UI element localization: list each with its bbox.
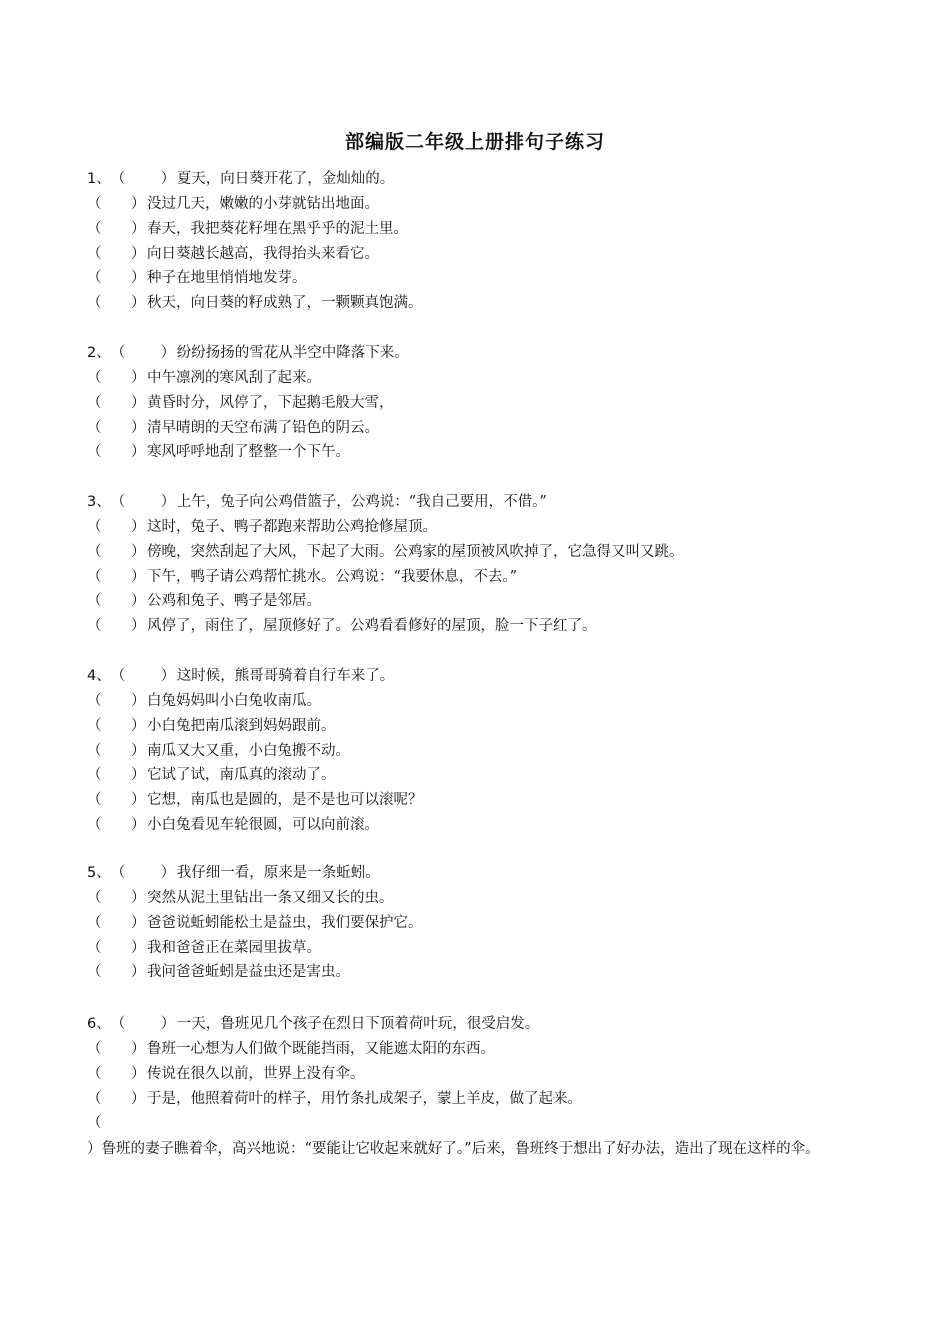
blank-open-paren: （: [87, 419, 102, 436]
blank-close-paren: ）: [131, 717, 146, 734]
sentence-line: [87, 716, 336, 736]
sentence-text: 传说在很久以前，世界上没有伞。: [147, 1065, 365, 1082]
blank-open-paren: （: [87, 889, 102, 906]
sentence-text: 这时候，熊哥哥骑着自行车来了。: [176, 668, 395, 684]
sentence-text: 公鸡和兔子、鸭子是邻居。: [147, 593, 321, 610]
blank-open-paren: （: [87, 518, 102, 535]
blank-close-paren: ）: [131, 543, 146, 560]
blank-close-paren: ）: [131, 444, 146, 461]
blank-close-paren: ）: [131, 518, 146, 535]
sentence-text: 于是，他照着荷叶的样子，用竹条扎成架子，蒙上羊皮，做了起来。: [147, 1090, 582, 1107]
sentence-line: [87, 765, 336, 785]
sentence-text: 夏天，向日葵开花了，金灿灿的。: [176, 171, 395, 187]
blank-open-paren: （: [87, 767, 102, 784]
sentence-text: 种子在地里悄悄地发芽。: [147, 270, 307, 287]
blank-close-paren: ）: [131, 369, 146, 386]
blank-open-paren: （: [87, 964, 102, 981]
sentence-line: [87, 442, 350, 462]
blank-open-paren: （: [87, 593, 102, 610]
sentence-text: 突然从泥土里钻出一条又细又长的虫。: [147, 889, 394, 906]
sentence-text: 寒风呼呼地刮了整整一个下午。: [147, 444, 350, 461]
sentence-line: [87, 691, 321, 711]
blank-open-paren: （: [87, 543, 102, 560]
blank-close-paren: ）: [131, 593, 146, 610]
sentence-text: 一天，鲁班见几个孩子在烈日下顶着荷叶玩，很受启发。: [176, 1016, 540, 1032]
blank-open-paren: （: [110, 494, 126, 510]
blank-close-paren: ）: [131, 245, 146, 262]
sentence-line: [87, 616, 597, 636]
sentence-line: [87, 268, 307, 288]
sentence-line: [87, 913, 423, 933]
blank-open-paren: （: [87, 220, 102, 237]
blank-close-paren: ）: [131, 1065, 146, 1082]
question-number: 5、: [87, 865, 111, 881]
blank-close-paren: ）: [160, 345, 176, 361]
sentence-line: [87, 962, 350, 982]
page-title: 部编版二年级上册排句子练习: [344, 131, 605, 153]
blank-close-paren: ）: [131, 692, 146, 709]
sentence-text: 小白兔把南瓜滚到妈妈跟前。: [147, 717, 336, 734]
sentence-text: 它想，南瓜也是圆的，是不是也可以滚呢？: [147, 792, 423, 809]
blank-close-paren: ）: [131, 742, 146, 759]
blank-close-paren: ）: [87, 1141, 102, 1158]
blank-open-paren: （: [87, 394, 102, 411]
blank-open-paren: （: [87, 717, 102, 734]
blank-open-paren: （: [87, 618, 102, 635]
blank-open-paren: （: [87, 939, 102, 956]
blank-close-paren: ）: [131, 295, 146, 312]
sentence-line: [87, 1014, 539, 1034]
sentence-line: [87, 393, 394, 413]
blank-close-paren: ）: [131, 939, 146, 956]
blank-open-paren: （: [87, 692, 102, 709]
blank-open-paren: （: [110, 171, 126, 187]
blank-close-paren: ）: [131, 792, 146, 809]
sentence-line: [87, 938, 321, 958]
blank-close-paren: ）: [131, 817, 146, 834]
blank-close-paren: ）: [160, 865, 176, 881]
sentence-line: [87, 1064, 365, 1084]
blank-close-paren: ）: [131, 419, 146, 436]
sentence-line: [87, 219, 408, 239]
sentence-line: [87, 1039, 495, 1059]
blank-open-paren: （: [110, 345, 126, 361]
blank-close-paren: ）: [131, 889, 146, 906]
blank-close-paren: ）: [131, 1090, 146, 1107]
blank-close-paren: ）: [131, 618, 146, 635]
blank-close-paren: ）: [160, 1016, 176, 1032]
sentence-text: 向日葵越长越高，我得抬头来看它。: [147, 245, 379, 262]
sentence-text: 我问爸爸蚯蚓是益虫还是害虫。: [147, 964, 350, 981]
blank-open-paren: （: [87, 195, 102, 212]
sentence-line: [87, 194, 379, 214]
blank-open-paren: （: [87, 245, 102, 262]
question-number: 6、: [87, 1016, 111, 1032]
sentence-line: [87, 542, 684, 562]
blank-close-paren: ）: [131, 394, 146, 411]
sentence-line: [87, 492, 547, 512]
blank-open-paren: （: [110, 865, 126, 881]
blank-close-paren: ）: [160, 171, 176, 187]
sentence-line-wrapped: [87, 1137, 867, 1161]
blank-open-paren: （: [110, 1016, 126, 1032]
sentence-line: [87, 863, 380, 883]
blank-close-paren: ）: [131, 964, 146, 981]
blank-close-paren: ）: [160, 668, 176, 684]
sentence-text: 白兔妈妈叫小白兔收南瓜。: [147, 692, 321, 709]
sentence-line: [87, 591, 321, 611]
sentence-text: 小白兔看见车轮很圆，可以向前滚。: [147, 817, 379, 834]
sentence-text: 我和爸爸正在菜园里拔草。: [147, 939, 321, 956]
blank-close-paren: ）: [131, 220, 146, 237]
sentence-text: 上午，兔子向公鸡借篮子，公鸡说：“我自己要用，不借。”: [176, 494, 547, 510]
sentence-line: [87, 741, 350, 761]
sentence-text: 鲁班一心想为人们做个既能挡雨，又能遮太阳的东西。: [147, 1040, 495, 1057]
blank-close-paren: ）: [131, 914, 146, 931]
blank-close-paren: ）: [131, 270, 146, 287]
sentence-line: [87, 368, 321, 388]
sentence-text: 黄昏时分，风停了，下起鹅毛般大雪，: [147, 394, 394, 411]
blank-close-paren: ）: [160, 494, 176, 510]
sentence-text: 纷纷扬扬的雪花从半空中降落下来。: [176, 345, 409, 361]
blank-open-paren: （: [87, 1115, 102, 1132]
blank-close-paren: ）: [131, 568, 146, 585]
sentence-line: [87, 343, 409, 363]
sentence-line: [87, 1113, 102, 1133]
sentence-line: [87, 293, 423, 313]
sentence-text: 没过几天，嫩嫩的小芽就钻出地面。: [147, 195, 379, 212]
sentence-text: 它试了试，南瓜真的滚动了。: [147, 767, 336, 784]
blank-open-paren: （: [87, 1065, 102, 1082]
sentence-line: [87, 666, 394, 686]
blank-open-paren: （: [110, 668, 126, 684]
blank-close-paren: ）: [131, 767, 146, 784]
question-number: 3、: [87, 494, 111, 510]
question-number: 4、: [87, 668, 111, 684]
sentence-text: 秋天，向日葵的籽成熟了，一颗颗真饱满。: [147, 295, 423, 312]
sentence-text: 这时，兔子、鸭子都跑来帮助公鸡抢修屋顶。: [147, 518, 437, 535]
blank-open-paren: （: [87, 568, 102, 585]
sentence-line: [87, 815, 379, 835]
sentence-line: [87, 169, 394, 189]
blank-open-paren: （: [87, 817, 102, 834]
sentence-line: [87, 244, 379, 264]
sentence-line: [87, 517, 437, 537]
sentence-text: 中午凛冽的寒风刮了起来。: [147, 369, 321, 386]
blank-open-paren: （: [87, 270, 102, 287]
sentence-text: 鲁班的妻子瞧着伞，高兴地说：“要能让它收起来就好了。”后来，鲁班终于想出了好办法，造出了现在这样的伞。: [101, 1141, 820, 1158]
blank-open-paren: （: [87, 295, 102, 312]
question-number: 1、: [87, 171, 111, 187]
sentence-line: [87, 888, 394, 908]
sentence-text: 风停了，雨住了，屋顶修好了。公鸡看看修好的屋顶，脸一下子红了。: [147, 618, 597, 635]
blank-open-paren: （: [87, 1090, 102, 1107]
blank-open-paren: （: [87, 792, 102, 809]
sentence-text: 爸爸说蚯蚓能松土是益虫，我们要保护它。: [147, 914, 423, 931]
sentence-line: [87, 790, 423, 810]
sentence-text: 春天，我把葵花籽埋在黑乎乎的泥土里。: [147, 220, 408, 237]
sentence-text: 下午，鸭子请公鸡帮忙挑水。公鸡说：“我要休息，不去。”: [147, 568, 518, 585]
sentence-text: 清早晴朗的天空布满了铅色的阴云。: [147, 419, 379, 436]
question-number: 2、: [87, 345, 111, 361]
sentence-text: 傍晚，突然刮起了大风，下起了大雨。公鸡家的屋顶被风吹掉了，它急得又叫又跳。: [147, 543, 684, 560]
blank-close-paren: ）: [131, 1040, 146, 1057]
blank-open-paren: （: [87, 1040, 102, 1057]
sentence-line: [87, 1089, 582, 1109]
sentence-line: [87, 567, 517, 587]
sentence-line: [87, 418, 379, 438]
blank-open-paren: （: [87, 914, 102, 931]
sentence-text: 我仔细一看，原来是一条蚯蚓。: [176, 865, 380, 881]
blank-close-paren: ）: [131, 195, 146, 212]
sentence-text: 南瓜又大又重，小白兔搬不动。: [147, 742, 350, 759]
blank-open-paren: （: [87, 742, 102, 759]
blank-open-paren: （: [87, 369, 102, 386]
blank-open-paren: （: [87, 444, 102, 461]
